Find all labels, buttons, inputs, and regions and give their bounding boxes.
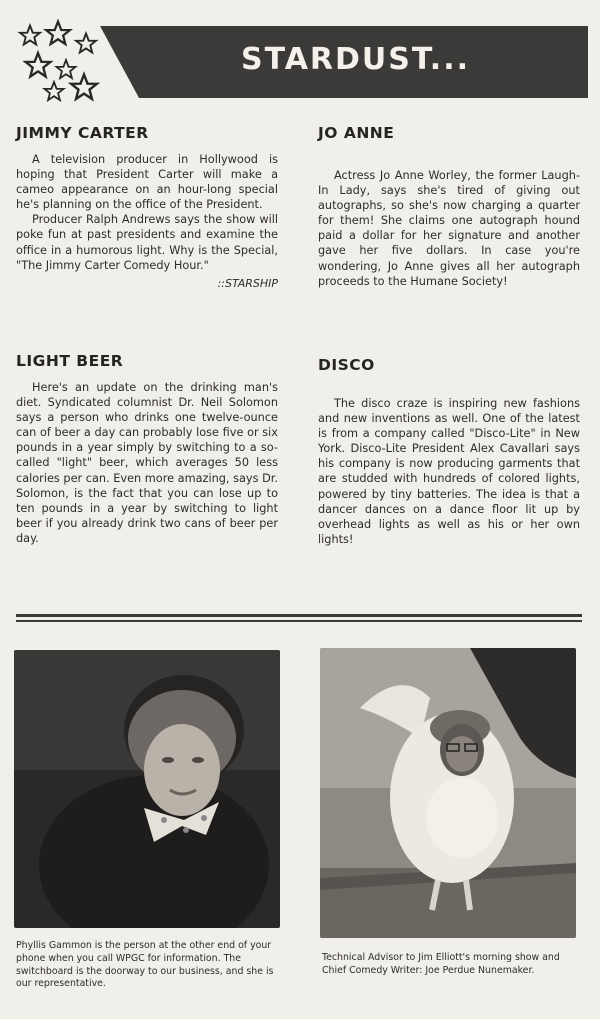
article-disco: [318, 356, 580, 547]
article-jo-anne: [318, 124, 580, 289]
article-heading: LIGHT BEER: [16, 352, 124, 370]
article-heading: JO ANNE: [318, 124, 395, 142]
article-credit: ::STARSHIP: [217, 276, 278, 290]
article-paragraph: Here's an update on the drinking man's diet. Syndicated columnist Dr. Neil Solomon says a person who drinks one twelve-ounce can of beer a day can probably lose five or six pounds in a year simply by switching to a so-called "light" beer, which averages 50 less calories per can. Even more amazing, says Dr. Solomon, is the fact that you can lose up to ten pounds in a year by switching to light beer if you already drink two cans of beer per day.: [16, 381, 278, 545]
photo-caption: Technical Advisor to Jim Elliott's morning show and Chief Comedy Writer: Joe Perdue Nunemaker.: [322, 952, 560, 976]
article-heading: DISCO: [318, 356, 375, 374]
page-title: STARDUST...: [240, 42, 470, 77]
article-heading: JIMMY CARTER: [16, 124, 149, 142]
stars-cluster-icon: [14, 14, 106, 104]
article-paragraph: Actress Jo Anne Worley, the former Laugh-In Lady, says she's tired of giving out autographs, so she's now charging a quarter for them! She claims one autograph hound paid a dollar for her signature and another gave her five dollars. In case you're wondering, Jo Anne gives all her autograph proceeds to the Humane Society!: [318, 169, 580, 288]
article-jimmy-carter: [16, 124, 278, 290]
photo-joe-perdue-nunemaker: [320, 648, 576, 938]
article-paragraph: Producer Ralph Andrews says the show will poke fun at past presidents and examine the office in a humorous light. Why is the Special, "The Jimmy Carter Comedy Hour.": [16, 213, 278, 272]
divider-rule: [16, 620, 582, 622]
article-light-beer: [16, 352, 278, 546]
photo-phyllis-gammon: [14, 650, 280, 928]
divider-rule: [16, 614, 582, 617]
article-paragraph: The disco craze is inspiring new fashions and new inventions as well. One of the latest is from a company called "Disco-Lite" in New York. Disco-Lite President Alex Cavallari says his company is now producing garments that are studded with hundreds of colored lights, powered by tiny batteries. The idea is that a dancer dances on a dance floor lit up by overhead lights as well as his or her own lights!: [318, 397, 580, 546]
article-paragraph: A television producer in Hollywood is hoping that President Carter will make a cameo appearance on an hour-long special he's planning on the office of the President.: [16, 153, 278, 212]
photo-caption: Phyllis Gammon is the person at the other end of your phone when you call WPGC for information. The switchboard is the doorway to our business, and she is our representative.: [16, 940, 274, 990]
